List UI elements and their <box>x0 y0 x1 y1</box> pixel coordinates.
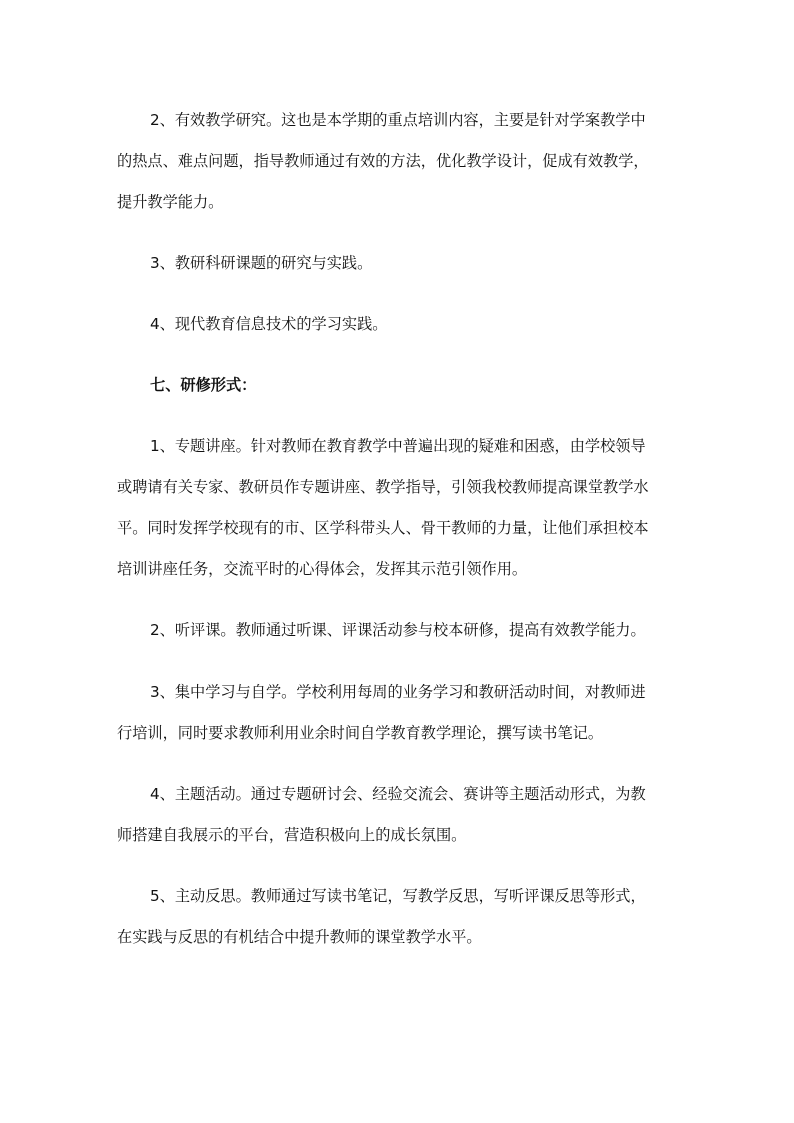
paragraph-line: 3、教研科研课题的研究与实践。 <box>150 254 373 272</box>
paragraph-line: 2、听评课。教师通过听课、评课活动参与校本研修，提高有效教学能力。 <box>150 621 646 639</box>
paragraph-line: 5、主动反思。教师通过写读书笔记，写教学反思，写听评课反思等形式， <box>150 887 646 905</box>
paragraph-line: 在实践与反思的有机结合中提升教师的课堂教学水平。 <box>117 928 482 946</box>
section-heading: 七、研修形式： <box>150 376 257 394</box>
paragraph-line: 2、有效教学研究。这也是本学期的重点培训内容，主要是针对学案教学中 <box>150 111 646 129</box>
paragraph-line: 培训讲座任务，交流平时的心得体会，发挥其示范引领作用。 <box>117 560 528 578</box>
paragraph-line: 行培训，同时要求教师利用业余时间自学教育教学理论，撰写读书笔记。 <box>117 724 603 742</box>
paragraph-line: 或聘请有关专家、教研员作专题讲座、教学指导，引领我校教师提高课堂教学水 <box>117 478 649 496</box>
paragraph-line: 3、集中学习与自学。学校利用每周的业务学习和教研活动时间，对教师进 <box>150 683 646 701</box>
paragraph-line: 提升教学能力。 <box>117 193 224 211</box>
paragraph-line: 1、专题讲座。针对教师在教育教学中普遍出现的疑难和困惑，由学校领导 <box>150 437 646 455</box>
paragraph-line: 4、现代教育信息技术的学习实践。 <box>150 315 388 333</box>
paragraph-line: 的热点、难点问题，指导教师通过有效的方法，优化教学设计，促成有效教学， <box>117 152 649 170</box>
paragraph-line: 平。同时发挥学校现有的市、区学科带头人、骨干教师的力量，让他们承担校本 <box>117 519 649 537</box>
paragraph-line: 师搭建自我展示的平台，营造积极向上的成长氛围。 <box>117 826 467 844</box>
paragraph-line: 4、主题活动。通过专题研讨会、经验交流会、赛讲等主题活动形式，为教 <box>150 785 646 803</box>
